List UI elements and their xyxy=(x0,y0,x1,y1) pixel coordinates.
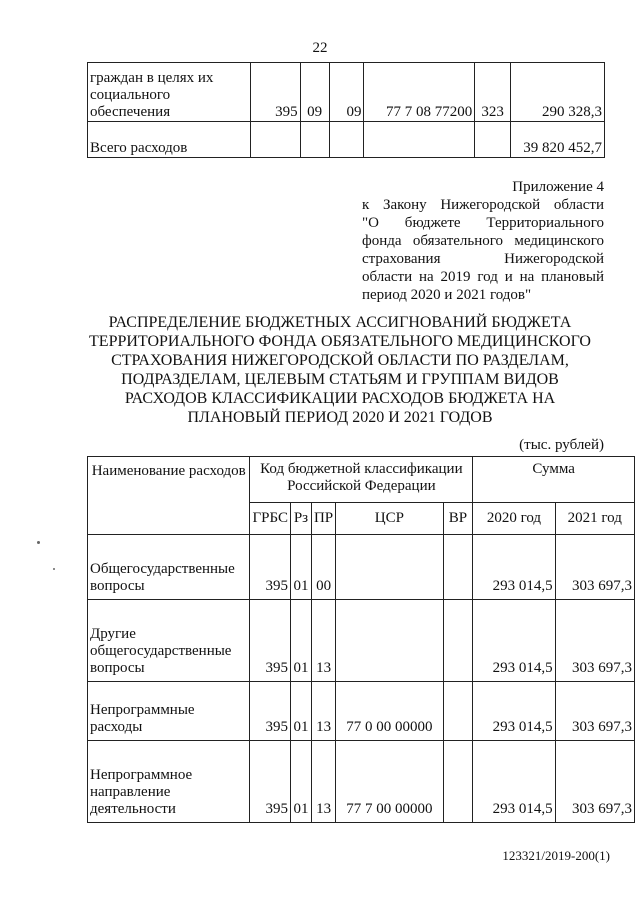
name-line: социального xyxy=(90,87,171,103)
table-row xyxy=(88,535,635,600)
page-number: 22 xyxy=(312,40,328,56)
sum-cell: 290 328,3 xyxy=(511,63,605,122)
vr-cell xyxy=(443,682,473,741)
csr-cell: 77 7 08 77200 xyxy=(364,63,475,122)
table-row xyxy=(88,600,635,682)
grbs-cell: 395 xyxy=(250,63,300,122)
pr-cell: 00 xyxy=(311,535,335,600)
pr-cell xyxy=(329,122,364,158)
csr-cell xyxy=(336,600,443,682)
pr-cell: 13 xyxy=(311,682,335,741)
header-2021: 2021 год xyxy=(555,503,634,535)
pr-cell: 13 xyxy=(311,600,335,682)
csr-cell: 77 7 00 00000 xyxy=(336,741,443,823)
rz-cell: 01 xyxy=(291,600,312,682)
grbs-cell: 395 xyxy=(250,535,291,600)
budget-table xyxy=(87,456,635,823)
header-rz: Рз xyxy=(291,503,312,535)
header-row xyxy=(88,457,635,503)
header-name: Наименование расходов xyxy=(88,457,250,535)
appendix-line: к Закону Нижегородской области xyxy=(362,197,604,213)
sum-2021-cell: 303 697,3 xyxy=(555,600,634,682)
pr-cell: 09 xyxy=(329,63,364,122)
table-row xyxy=(88,741,635,823)
appendix-line: Приложение 4 xyxy=(512,179,604,195)
row-name: Непрограммные расходы xyxy=(88,682,250,741)
sum-2020-cell: 293 014,5 xyxy=(473,600,555,682)
unit-label: (тыс. рублей) xyxy=(519,437,604,453)
vr-cell xyxy=(443,600,473,682)
header-vr: ВР xyxy=(443,503,473,535)
appendix-line: области на 2019 год и на плановый xyxy=(362,269,604,285)
header-pr: ПР xyxy=(311,503,335,535)
sum-2021-cell: 303 697,3 xyxy=(555,682,634,741)
table-row xyxy=(88,63,605,122)
grbs-cell: 395 xyxy=(250,600,291,682)
name-line: граждан в целях их xyxy=(90,70,214,86)
appendix-line: фонда обязательного медицинского xyxy=(362,233,604,249)
title-line: ПЛАНОВЫЙ ПЕРИОД 2020 И 2021 ГОДОВ xyxy=(187,409,493,426)
rz-cell: 01 xyxy=(291,682,312,741)
header-2020: 2020 год xyxy=(473,503,555,535)
title-line: СТРАХОВАНИЯ НИЖЕГОРОДСКОЙ ОБЛАСТИ ПО РАЗДЕЛАМ, xyxy=(111,352,569,369)
name-line: обеспечения xyxy=(90,104,171,120)
scan-speck xyxy=(37,541,40,544)
rz-cell: 01 xyxy=(291,535,312,600)
vr-cell xyxy=(443,741,473,823)
csr-cell: 77 0 00 00000 xyxy=(336,682,443,741)
header-sum: Сумма xyxy=(473,457,635,503)
header-csr: ЦСР xyxy=(336,503,443,535)
title-line: РАСХОДОВ КЛАССИФИКАЦИИ РАСХОДОВ БЮДЖЕТА НА xyxy=(124,390,556,407)
rz-cell: 01 xyxy=(291,741,312,823)
sum-2021-cell: 303 697,3 xyxy=(555,535,634,600)
table-row xyxy=(88,122,605,158)
grbs-cell: 395 xyxy=(250,741,291,823)
grbs-cell: 395 xyxy=(250,682,291,741)
appendix-line: период 2020 и 2021 годов" xyxy=(362,287,532,303)
vr-cell xyxy=(475,122,511,158)
row-name xyxy=(88,63,251,122)
sum-2021-cell: 303 697,3 xyxy=(555,741,634,823)
vr-cell xyxy=(443,535,473,600)
appendix-line: "О бюджете Территориального xyxy=(362,215,604,231)
row-name: Общегосударственные вопросы xyxy=(88,535,250,600)
table-row xyxy=(88,682,635,741)
csr-cell xyxy=(364,122,475,158)
sum-cell: 39 820 452,7 xyxy=(511,122,605,158)
csr-cell xyxy=(336,535,443,600)
scan-speck xyxy=(53,568,55,570)
header-code: Код бюджетной классификации Российской Федерации xyxy=(250,457,473,503)
row-name: Другие общегосударственные вопросы xyxy=(88,600,250,682)
document-code: 123321/2019-200(1) xyxy=(502,848,610,863)
title-line: ПОДРАЗДЕЛАМ, ЦЕЛЕВЫМ СТАТЬЯМ И ГРУППАМ ВИДОВ xyxy=(121,371,559,388)
appendix-line: страхования Нижегородской xyxy=(362,251,604,267)
sum-2020-cell: 293 014,5 xyxy=(473,682,555,741)
title-line: РАСПРЕДЕЛЕНИЕ БЮДЖЕТНЫХ АССИГНОВАНИЙ БЮДЖЕТА xyxy=(108,314,572,331)
header-grbs: ГРБС xyxy=(250,503,291,535)
rz-cell: 09 xyxy=(300,63,329,122)
row-name: Непрограммное направление деятельности xyxy=(88,741,250,823)
rz-cell xyxy=(300,122,329,158)
title-line: ТЕРРИТОРИАЛЬНОГО ФОНДА ОБЯЗАТЕЛЬНОГО МЕДИЦИНСКОГО xyxy=(89,333,591,350)
continuation-table xyxy=(87,62,605,158)
row-name: Всего расходов xyxy=(88,122,251,158)
grbs-cell xyxy=(250,122,300,158)
pr-cell: 13 xyxy=(311,741,335,823)
vr-cell: 323 xyxy=(475,63,511,122)
appendix-block xyxy=(362,178,604,304)
document-title xyxy=(70,313,610,427)
sum-2020-cell: 293 014,5 xyxy=(473,741,555,823)
sum-2020-cell: 293 014,5 xyxy=(473,535,555,600)
